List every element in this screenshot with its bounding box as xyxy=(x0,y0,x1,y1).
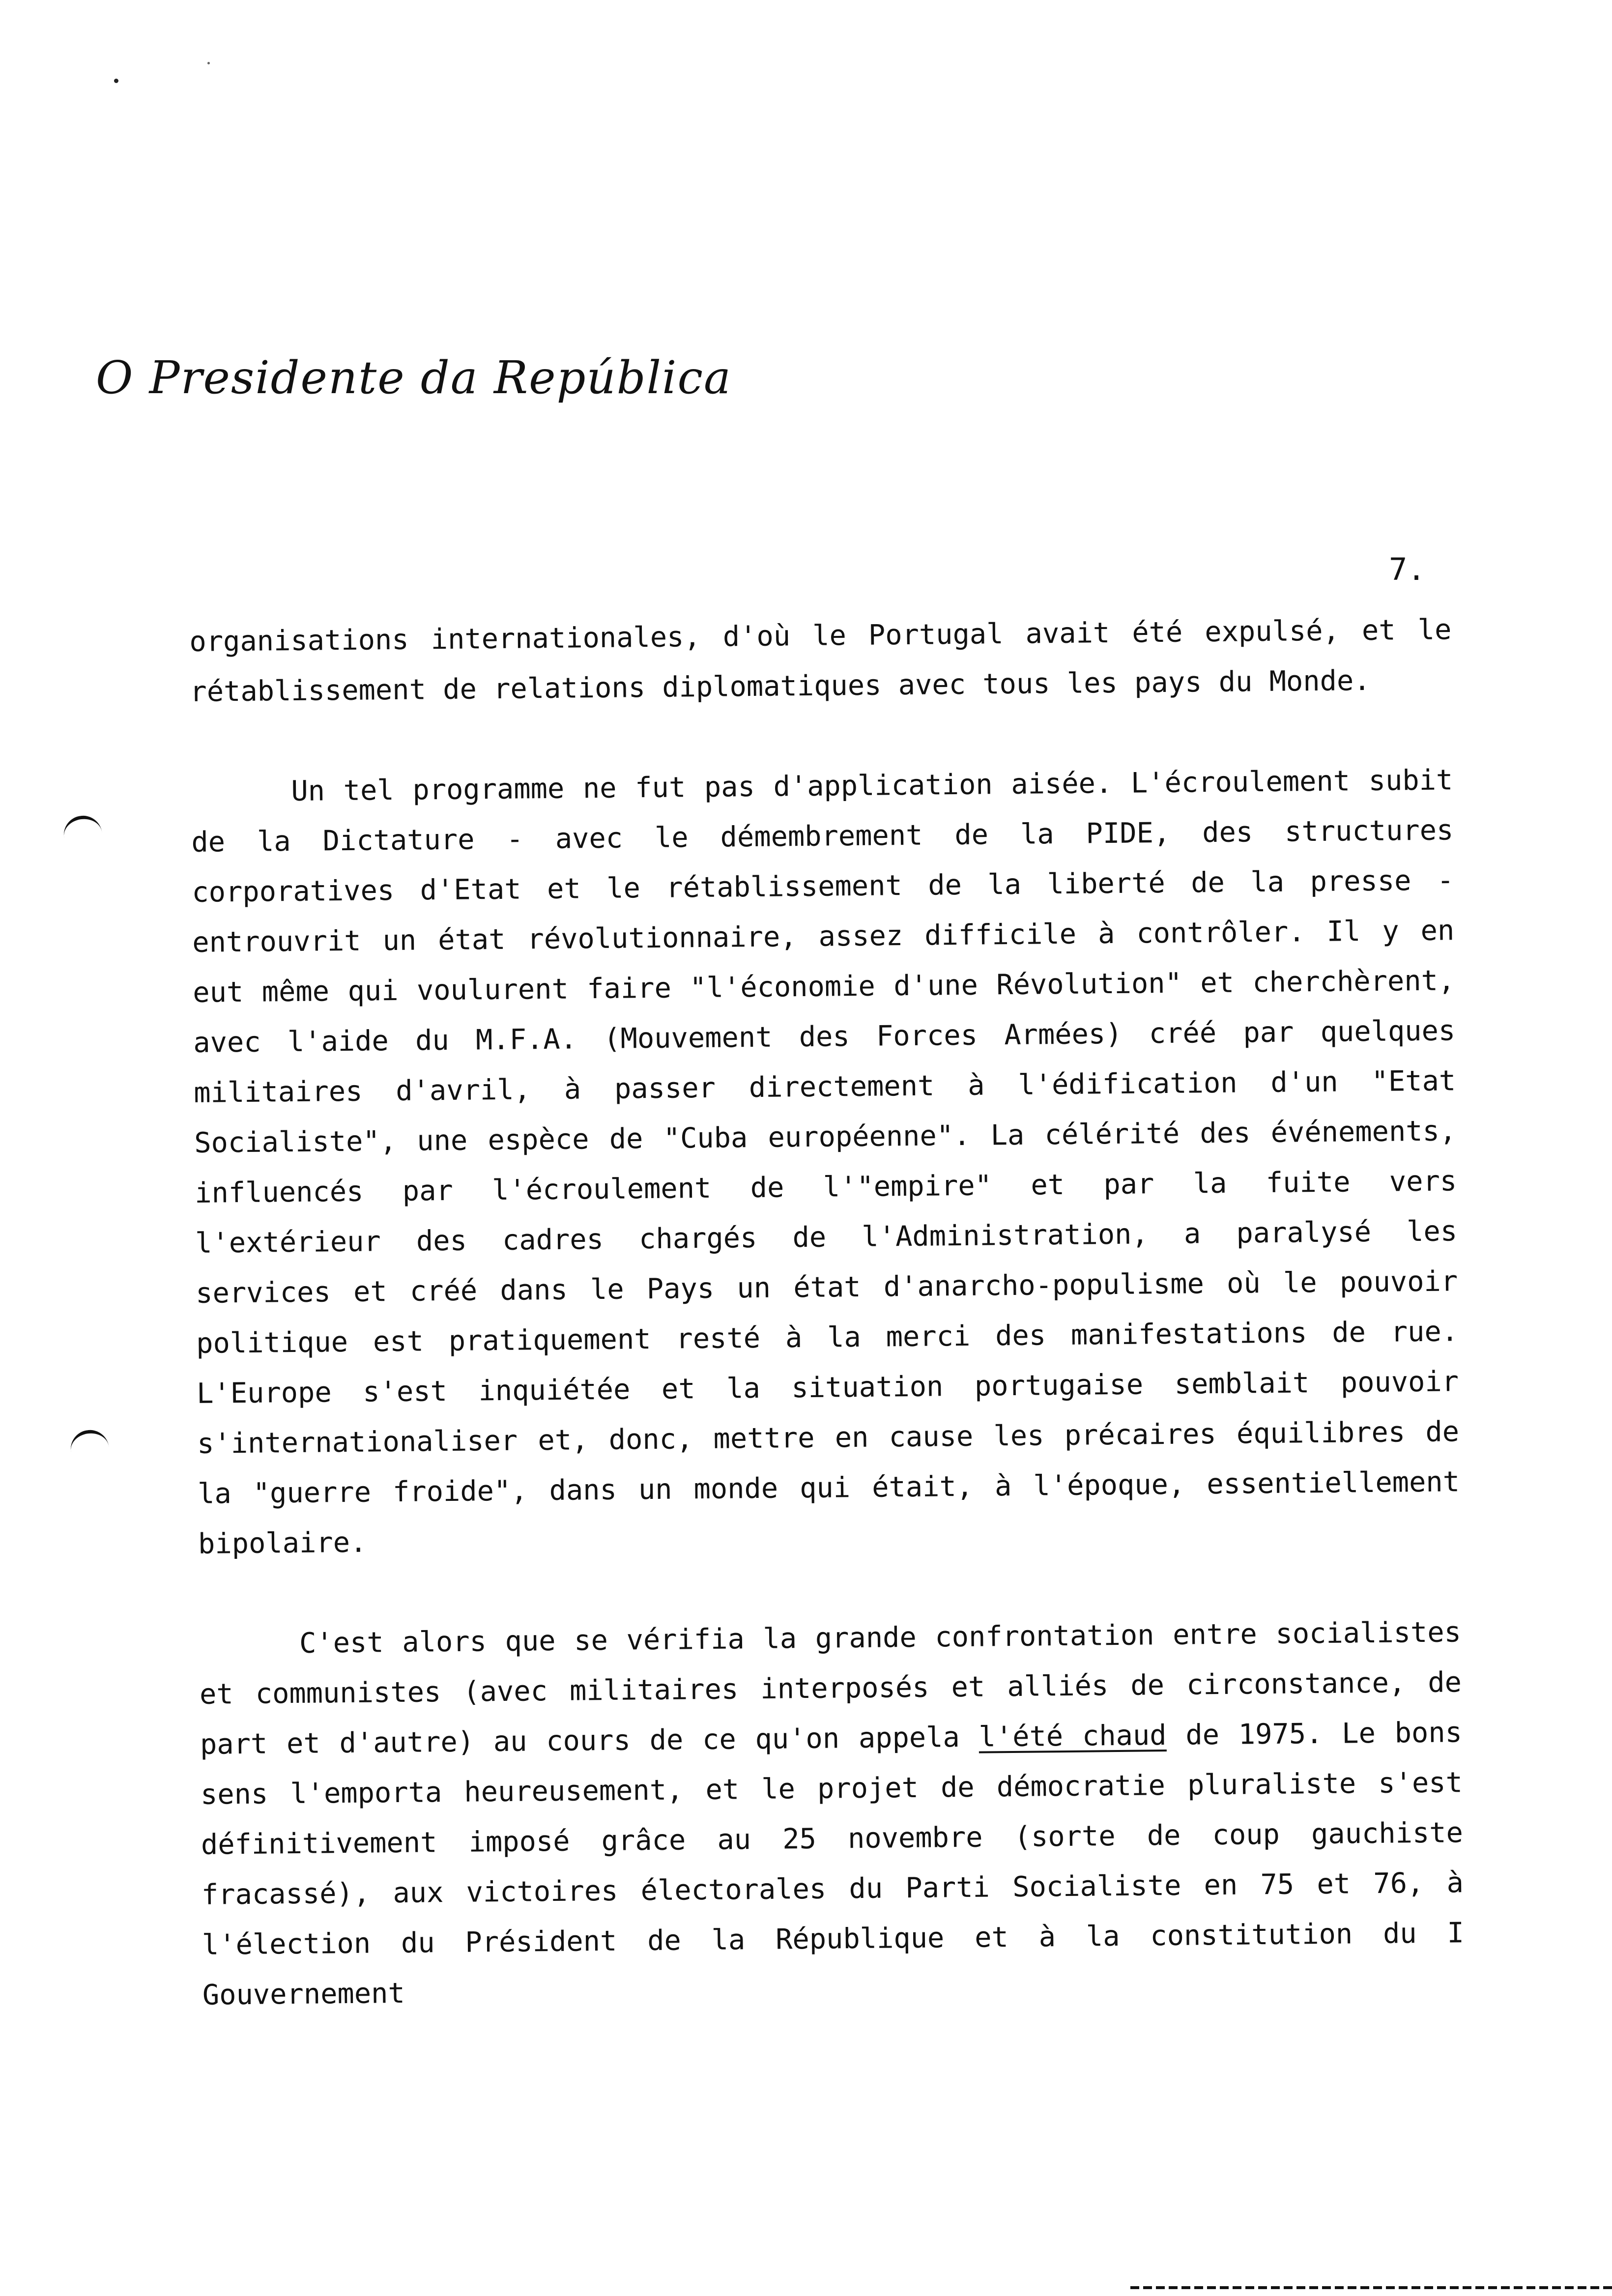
paragraph-2 xyxy=(191,755,1461,1569)
margin-bracket-mark xyxy=(61,813,103,843)
paragraph-1: organisations internationales, d'où le Portugal avait été expulsé, et le rétablissement de relations diplomatiques avec tous les pays du Monde. xyxy=(189,613,1452,708)
paragraph-3-text-end: de 1975. Le bons sens l'emporta heureusement, et le projet de démocratie pluraliste s'est définitivement imposé grâce au 25 novembre (sorte de coup gauchiste fracassé), aux victoires électorales du Parti Socialiste en 75 et 76, à l'élection du Président de la République et à la constitution du I Gouvernement xyxy=(200,1716,1465,2011)
paragraph-indent xyxy=(199,1653,299,1654)
paragraph-indent xyxy=(191,801,291,802)
body-text xyxy=(189,604,1465,2020)
paragraph-3 xyxy=(199,1607,1465,2020)
paragraph-2-text: Un tel programme ne fut pas d'application aisée. L'écroulement subit de la Dictature - avec le démembrement de la PIDE, des structures corporatives d'Etat et le rétablissement de la liberté de la presse - entrouvrit un état révolutionnaire, assez difficile à contrôler. Il y en eut même qui voulurent faire "l'économie d'une Révolution" et cherchèrent, avec l'aide du M.F.A. (Mouvement des Forces Armées) créé par quelques militaires d'avril, à passer directement à l'édification d'un "Etat Socialiste", une espèce de "Cuba européenne". La célérité des événements, influencés par l'écroulement de l'"empire" et par la fuite vers l'extérieur des cadres chargés de l'Administration, a paralysé les services et créé dans le Pays un état d'anarcho-populisme où le pouvoir politique est pratiquement resté à la merci des manifestations de rue. L'Europe s'est inquiétée et la situation portugaise semblait pouvoir s'internationaliser et, donc, mettre en cause les précaires équilibres de la "guerre froide", dans un monde qui était, à l'époque, essentiellement bipolaire. xyxy=(191,764,1460,1560)
margin-bracket-mark xyxy=(68,1428,110,1458)
paragraph-3-text-start: C'est alors que se vérifia la grande confrontation entre socialistes et communistes (avec militaires interposés et alliés de circonstance, de part et d'autre) au cours de ce qu'on appela xyxy=(199,1616,1462,1761)
footer-scan-edge xyxy=(1130,2286,1612,2289)
page-number: 7. xyxy=(1389,551,1426,587)
scan-speck xyxy=(207,62,210,64)
underlined-phrase: l'été chaud xyxy=(979,1719,1167,1753)
scan-speck xyxy=(114,79,118,83)
letterhead-script: O Presidente da República xyxy=(96,351,732,404)
